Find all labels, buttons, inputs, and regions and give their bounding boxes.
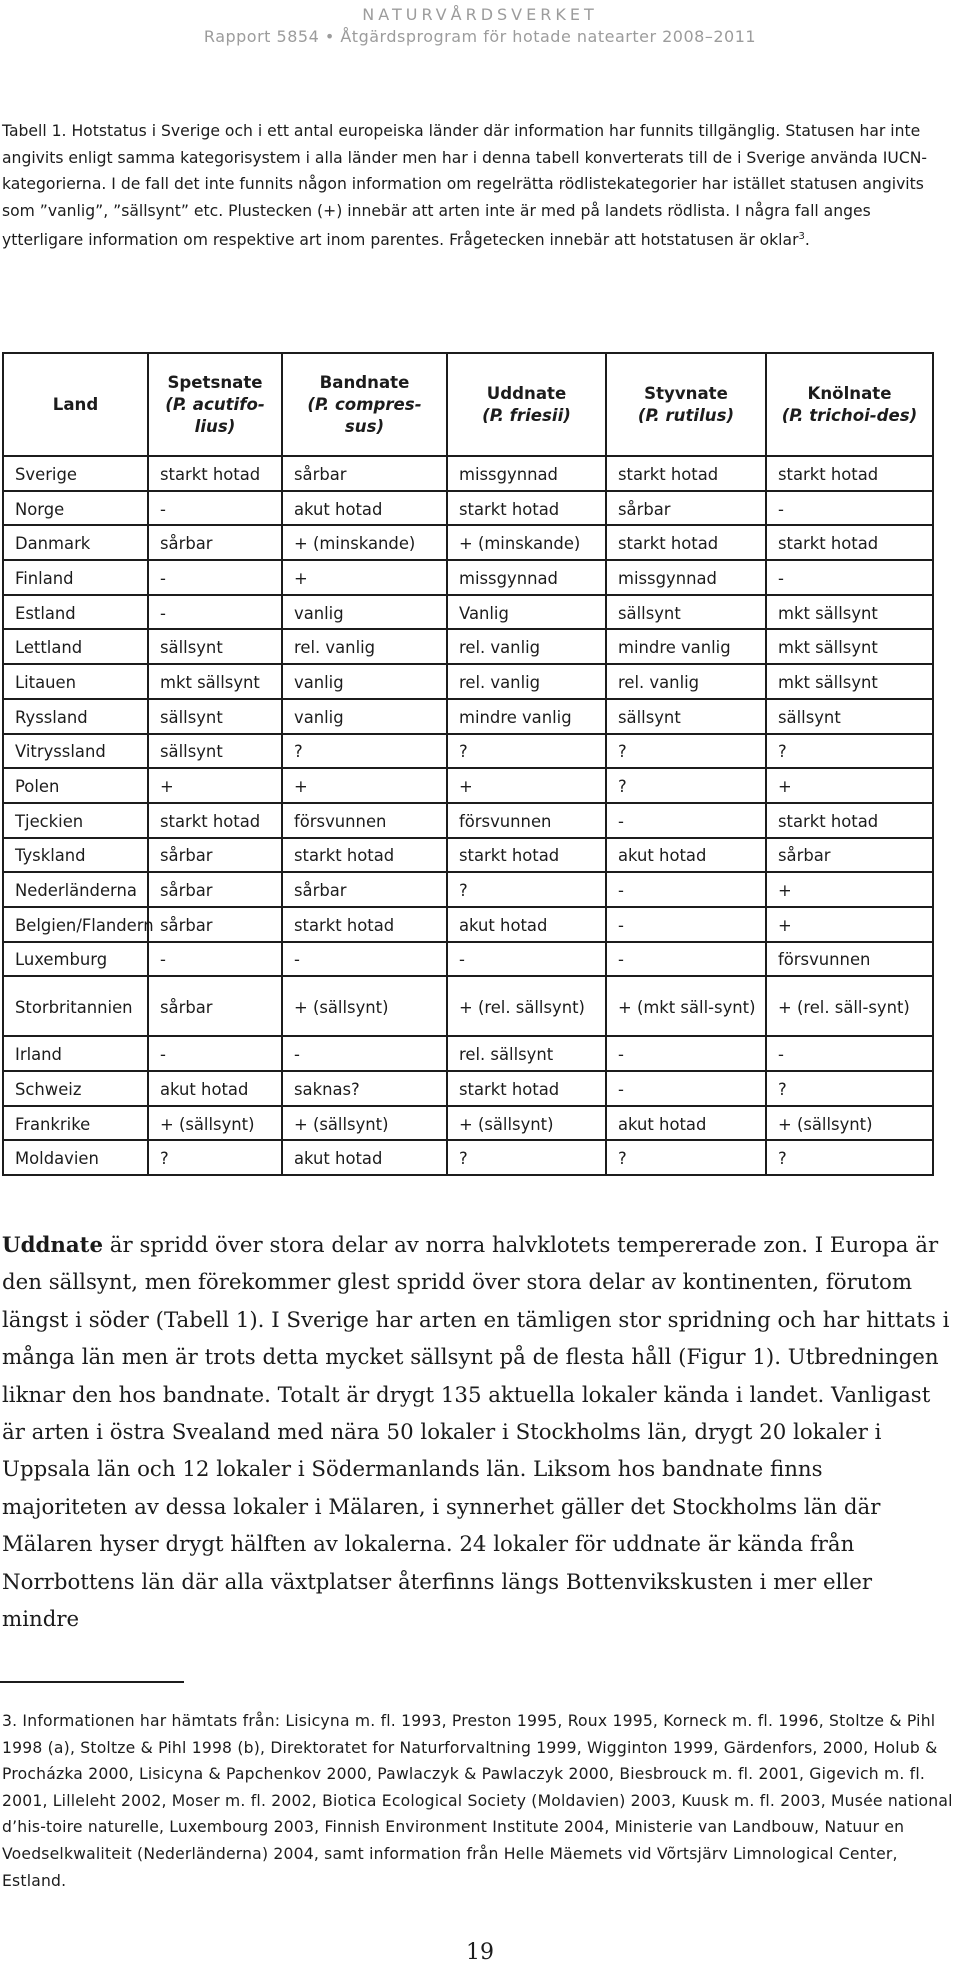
status-cell: vanlig xyxy=(282,664,447,699)
status-cell: akut hotad xyxy=(282,491,447,526)
status-cell: - xyxy=(148,1036,282,1071)
column-name: Land xyxy=(52,394,99,414)
table-row xyxy=(3,768,933,803)
status-cell: ? xyxy=(606,734,766,769)
status-cell: - xyxy=(606,872,766,907)
country-cell: Belgien/Flandern xyxy=(3,907,148,942)
status-cell: sårbar xyxy=(766,838,933,873)
status-cell: mkt sällsynt xyxy=(766,629,933,664)
status-cell: ? xyxy=(766,1140,933,1175)
column-name: Bandnate xyxy=(319,372,410,392)
status-cell: sällsynt xyxy=(148,734,282,769)
status-cell: + (mkt säll-synt) xyxy=(606,976,766,1036)
status-cell: - xyxy=(148,595,282,630)
column-scientific-name: (P. trichoi-des) xyxy=(781,405,918,425)
table-row xyxy=(3,734,933,769)
country-cell: Schweiz xyxy=(3,1071,148,1106)
caption-end: . xyxy=(804,231,810,250)
status-cell: vanlig xyxy=(282,595,447,630)
status-cell: missgynnad xyxy=(447,456,606,491)
country-cell: Finland xyxy=(3,560,148,595)
status-cell: sårbar xyxy=(148,907,282,942)
column-header xyxy=(148,353,282,456)
status-cell: + (rel. sällsynt) xyxy=(447,976,606,1036)
table-row xyxy=(3,456,933,491)
status-cell: ? xyxy=(148,1140,282,1175)
status-cell: + xyxy=(766,872,933,907)
country-cell: Danmark xyxy=(3,525,148,560)
status-cell: sällsynt xyxy=(766,699,933,734)
status-cell: starkt hotad xyxy=(148,456,282,491)
body-paragraph xyxy=(2,1227,952,1638)
header-org: NATURVÅRDSVERKET xyxy=(362,5,598,24)
status-cell: - xyxy=(148,560,282,595)
country-cell: Frankrike xyxy=(3,1106,148,1141)
column-name: Uddnate xyxy=(486,383,567,403)
status-cell: mkt sällsynt xyxy=(766,595,933,630)
status-cell: akut hotad xyxy=(148,1071,282,1106)
status-cell: + (sällsynt) xyxy=(447,1106,606,1141)
status-cell: - xyxy=(766,491,933,526)
country-cell: Irland xyxy=(3,1036,148,1071)
table-row xyxy=(3,1106,933,1141)
country-cell: Storbritannien xyxy=(3,976,148,1036)
table-caption xyxy=(2,118,952,254)
table-row xyxy=(3,664,933,699)
status-cell: - xyxy=(606,803,766,838)
page-number: 19 xyxy=(466,1940,494,1965)
status-cell: starkt hotad xyxy=(606,456,766,491)
table-body xyxy=(3,456,933,1175)
column-name: Styvnate xyxy=(644,383,728,403)
country-cell: Nederländerna xyxy=(3,872,148,907)
table-row xyxy=(3,629,933,664)
status-cell: - xyxy=(606,942,766,977)
country-cell: Litauen xyxy=(3,664,148,699)
body-text: är spridd över stora delar av norra halvklotets tempererade zon. I Europa är den sällsynt, men förekommer glest spridd över stora delar av kontinenten, förutom längst i söder (Tabell 1). I Sverige har arten en tämligen stor spridning och har hittats i många län men är trots detta mycket sällsynt på de flesta håll (Figur 1). Utbredningen liknar den hos bandnate. Totalt är drygt 135 aktuella lokaler kända i landet. Vanligast är arten i östra Svealand med nära 50 lokaler i Stockholms län, drygt 20 lokaler i Uppsala län och 12 lokaler i Södermanlands län. Liksom hos bandnate finns majoriteten av dessa lokaler i Mälaren, i synnerhet gäller det Stockholms län där Mälaren hyser drygt hälften av lokalerna. 24 lokaler för uddnate är kända från Norrbottens län där alla växtplatser återfinns längs Bottenvikskusten i mer eller mindre xyxy=(2,1233,950,1633)
table-row xyxy=(3,560,933,595)
footnote: 3. Informationen har hämtats från: Lisicyna m. fl. 1993, Preston 1995, Roux 1995, Korneck m. fl. 1996, Stoltze & Pihl 1998 (a), Stoltze & Pihl 1998 (b), Direktoratet for Naturforvaltning 1999, Wigginton 1999, Gärdenfors, 2000, Holub & Procházka 2000, Lisicyna & Papchenkov 2000, Pawlaczyk & Pawlaczyk 2000, Biesbrouck m. fl. 2001, Gigevich m. fl. 2001, Lilleleht 2002, Moser m. fl. 2002, Biotica Ecological Society (Moldavien) 2003, Kuusk m. fl. 2003, Musée national d’his-toire naturelle, Luxembourg 2003, Finnish Environment Institute 2004, Ministerie van Landbouw, Natuur en Voedselkwaliteit (Nederländerna) 2004, samt information från Helle Mäemets vid Võrtsjärv Limnological Center, Estland. xyxy=(2,1712,953,1890)
status-cell: sällsynt xyxy=(148,629,282,664)
status-cell: - xyxy=(282,1036,447,1071)
status-cell: + xyxy=(447,768,606,803)
status-cell: sårbar xyxy=(606,491,766,526)
country-cell: Lettland xyxy=(3,629,148,664)
column-name: Knölnate xyxy=(807,383,892,403)
status-cell: + (sällsynt) xyxy=(282,976,447,1036)
table-row xyxy=(3,838,933,873)
threat-status-table xyxy=(2,352,934,1176)
table-row xyxy=(3,803,933,838)
table-row xyxy=(3,525,933,560)
status-cell: missgynnad xyxy=(606,560,766,595)
status-cell: + (rel. säll-synt) xyxy=(766,976,933,1036)
running-header xyxy=(0,4,960,48)
status-cell: försvunnen xyxy=(447,803,606,838)
status-cell: rel. sällsynt xyxy=(447,1036,606,1071)
country-cell: Vitryssland xyxy=(3,734,148,769)
status-cell: sårbar xyxy=(148,976,282,1036)
status-cell: rel. vanlig xyxy=(447,629,606,664)
status-cell: starkt hotad xyxy=(447,491,606,526)
status-cell: + xyxy=(282,560,447,595)
status-cell: + xyxy=(282,768,447,803)
footnote-divider xyxy=(0,1681,184,1683)
status-cell: - xyxy=(447,942,606,977)
status-cell: sällsynt xyxy=(606,595,766,630)
table-row xyxy=(3,1071,933,1106)
table-row xyxy=(3,976,933,1036)
status-cell: starkt hotad xyxy=(766,803,933,838)
country-cell: Luxemburg xyxy=(3,942,148,977)
status-cell: starkt hotad xyxy=(282,838,447,873)
status-cell: ? xyxy=(282,734,447,769)
status-cell: - xyxy=(148,491,282,526)
status-cell: försvunnen xyxy=(282,803,447,838)
table-row xyxy=(3,942,933,977)
table-row xyxy=(3,1140,933,1175)
status-cell: + (sällsynt) xyxy=(766,1106,933,1141)
footnote-reference: 3 xyxy=(798,231,805,242)
status-cell: rel. vanlig xyxy=(447,664,606,699)
status-cell: sårbar xyxy=(282,872,447,907)
status-cell: sällsynt xyxy=(606,699,766,734)
status-cell: Vanlig xyxy=(447,595,606,630)
status-cell: sårbar xyxy=(148,838,282,873)
status-cell: sårbar xyxy=(148,525,282,560)
status-cell: ? xyxy=(766,734,933,769)
table-row xyxy=(3,1036,933,1071)
status-cell: akut hotad xyxy=(606,838,766,873)
column-header xyxy=(3,353,148,456)
status-cell: mindre vanlig xyxy=(447,699,606,734)
header-row xyxy=(3,353,933,456)
status-cell: - xyxy=(148,942,282,977)
status-cell: + (minskande) xyxy=(447,525,606,560)
table-row xyxy=(3,907,933,942)
status-cell: försvunnen xyxy=(766,942,933,977)
status-cell: ? xyxy=(447,872,606,907)
status-cell: missgynnad xyxy=(447,560,606,595)
status-cell: rel. vanlig xyxy=(282,629,447,664)
status-cell: + xyxy=(766,768,933,803)
status-cell: + (sällsynt) xyxy=(148,1106,282,1141)
table-row xyxy=(3,491,933,526)
status-cell: - xyxy=(606,1071,766,1106)
status-cell: mkt sällsynt xyxy=(148,664,282,699)
status-cell: sällsynt xyxy=(148,699,282,734)
status-cell: akut hotad xyxy=(447,907,606,942)
status-cell: ? xyxy=(447,1140,606,1175)
column-name: Spetsnate xyxy=(167,372,263,392)
status-cell: akut hotad xyxy=(282,1140,447,1175)
status-cell: ? xyxy=(606,768,766,803)
status-cell: starkt hotad xyxy=(447,1071,606,1106)
status-cell: starkt hotad xyxy=(606,525,766,560)
header-report: Rapport 5854 • Åtgärdsprogram för hotade natearter 2008–2011 xyxy=(203,27,757,46)
status-cell: ? xyxy=(447,734,606,769)
country-cell: Polen xyxy=(3,768,148,803)
table-row xyxy=(3,872,933,907)
status-cell: - xyxy=(766,560,933,595)
country-cell: Norge xyxy=(3,491,148,526)
status-cell: starkt hotad xyxy=(766,456,933,491)
status-cell: ? xyxy=(766,1071,933,1106)
status-cell: starkt hotad xyxy=(148,803,282,838)
status-cell: mindre vanlig xyxy=(606,629,766,664)
caption-text: Tabell 1. Hotstatus i Sverige och i ett antal europeiska länder där information har funnits tillgänglig. Statusen har inte angivits enligt samma kategorisystem i alla länder men har i denna tabell konverterats till de i Sverige använda IUCN-kategorierna. I de fall det inte funnits någon information om regelrätta rödlistekategorier har istället statusen angivits som ”vanlig”, ”sällsynt” etc. Plustecken (+) innebär att arten inte är med på landets rödlista. I några fall anges ytterligare information om respektive art inom parentes. Frågetecken innebär att hotstatusen är oklar xyxy=(2,122,928,250)
country-cell: Sverige xyxy=(3,456,148,491)
column-scientific-name: (P. compres-sus) xyxy=(307,394,422,436)
status-cell: - xyxy=(766,1036,933,1071)
table-row xyxy=(3,595,933,630)
column-scientific-name: (P. acutifo-lius) xyxy=(165,394,265,436)
table-row xyxy=(3,699,933,734)
status-cell: starkt hotad xyxy=(766,525,933,560)
column-header xyxy=(766,353,933,456)
status-cell: vanlig xyxy=(282,699,447,734)
status-cell: - xyxy=(282,942,447,977)
column-header xyxy=(282,353,447,456)
status-cell: - xyxy=(606,907,766,942)
column-scientific-name: (P. friesii) xyxy=(482,405,571,425)
status-cell: - xyxy=(606,1036,766,1071)
column-header xyxy=(606,353,766,456)
status-cell: mkt sällsynt xyxy=(766,664,933,699)
status-cell: rel. vanlig xyxy=(606,664,766,699)
status-cell: starkt hotad xyxy=(282,907,447,942)
column-header xyxy=(447,353,606,456)
column-scientific-name: (P. rutilus) xyxy=(637,405,735,425)
status-cell: + xyxy=(766,907,933,942)
status-cell: sårbar xyxy=(148,872,282,907)
country-cell: Ryssland xyxy=(3,699,148,734)
table-header xyxy=(3,353,933,456)
country-cell: Tyskland xyxy=(3,838,148,873)
lead-term: Uddnate xyxy=(2,1233,104,1258)
status-cell: + (minskande) xyxy=(282,525,447,560)
status-cell: akut hotad xyxy=(606,1106,766,1141)
status-cell: ? xyxy=(606,1140,766,1175)
country-cell: Estland xyxy=(3,595,148,630)
country-cell: Moldavien xyxy=(3,1140,148,1175)
status-cell: saknas? xyxy=(282,1071,447,1106)
status-cell: + xyxy=(148,768,282,803)
status-cell: starkt hotad xyxy=(447,838,606,873)
status-cell: sårbar xyxy=(282,456,447,491)
status-cell: + (sällsynt) xyxy=(282,1106,447,1141)
country-cell: Tjeckien xyxy=(3,803,148,838)
